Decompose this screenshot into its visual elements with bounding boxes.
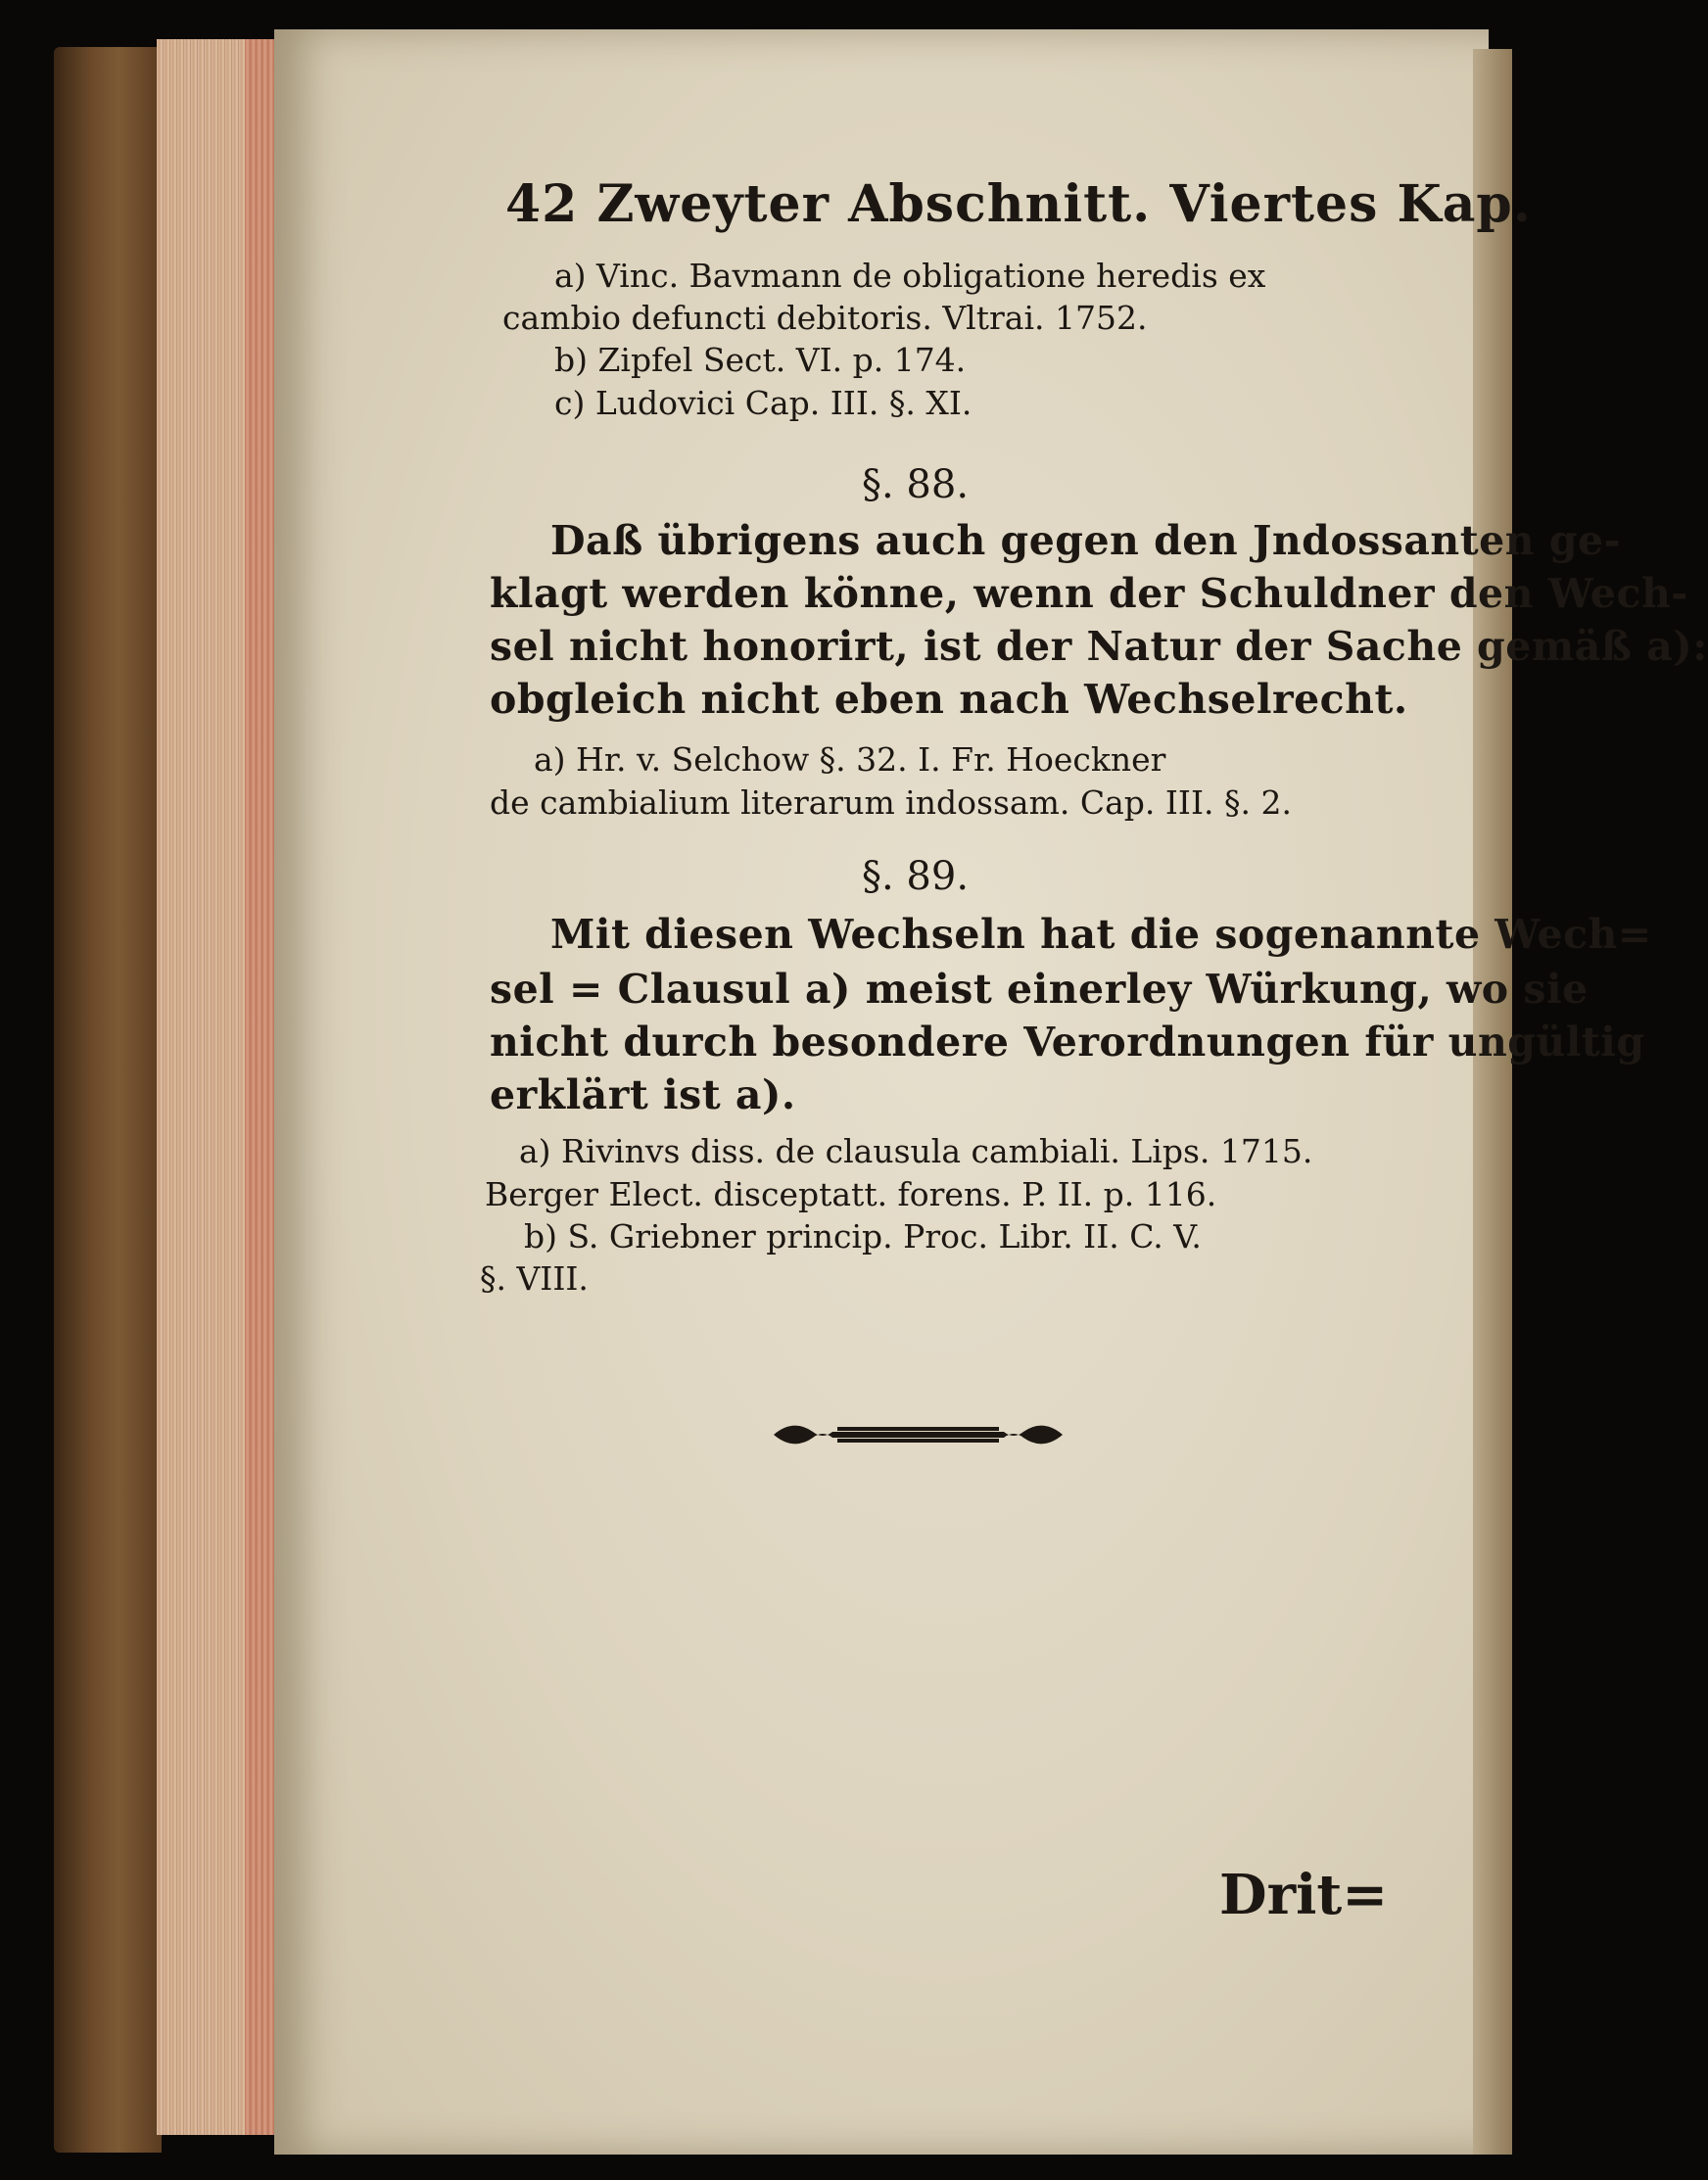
- footnote-line: cambio defuncti debitoris. Vltrai. 1752.: [502, 299, 1148, 337]
- footnote-line: §. VIII.: [480, 1259, 589, 1298]
- footnote-line: b) Zipfel Sect. VI. p. 174.: [554, 341, 967, 379]
- footnote-line: b) S. Griebner princip. Proc. Libr. II. C. V.: [524, 1217, 1202, 1256]
- body-line: Daß übrigens auch gegen den Jndossanten ge-: [550, 517, 1622, 564]
- body-line: sel = Clausul a) meist einerley Würkung, wo sie: [490, 966, 1589, 1013]
- body-line: Mit diesen Wechseln hat die sogenannte Wech=: [550, 911, 1652, 958]
- footnote-line: a) Vinc. Bavmann de obligatione heredis ex: [554, 257, 1266, 295]
- running-head: 42 Zweyter Abschnitt. Viertes Kap.: [505, 174, 1532, 234]
- section-heading-89: §. 89.: [862, 854, 970, 899]
- body-line: obgleich nicht eben nach Wechselrecht.: [490, 676, 1408, 723]
- body-line: nicht durch besondere Verordnungen für ungültig: [490, 1019, 1645, 1066]
- footnote-line: c) Ludovici Cap. III. §. XI.: [554, 384, 973, 422]
- right-page-edge: [1473, 49, 1512, 2155]
- footnote-line: a) Hr. v. Selchow §. 32. I. Fr. Hoeckner: [534, 740, 1166, 779]
- body-line: erklärt ist a).: [490, 1071, 796, 1118]
- catchword: Drit=: [1219, 1863, 1389, 1927]
- footnote-line: a) Rivinvs diss. de clausula cambiali. Lips. 1715.: [519, 1132, 1313, 1170]
- body-line: klagt werden könne, wenn der Schuldner den Wech-: [490, 570, 1688, 617]
- body-line: sel nicht honorirt, ist der Natur der Sache gemäß a):: [490, 623, 1708, 670]
- footnote-line: Berger Elect. disceptatt. forens. P. II. p. 116.: [485, 1175, 1217, 1213]
- footnote-line: de cambialium literarum indossam. Cap. III. §. 2.: [490, 783, 1292, 822]
- book-cover: [54, 47, 162, 2153]
- decorative-ornament: [769, 1410, 1068, 1459]
- section-heading-88: §. 88.: [862, 462, 970, 507]
